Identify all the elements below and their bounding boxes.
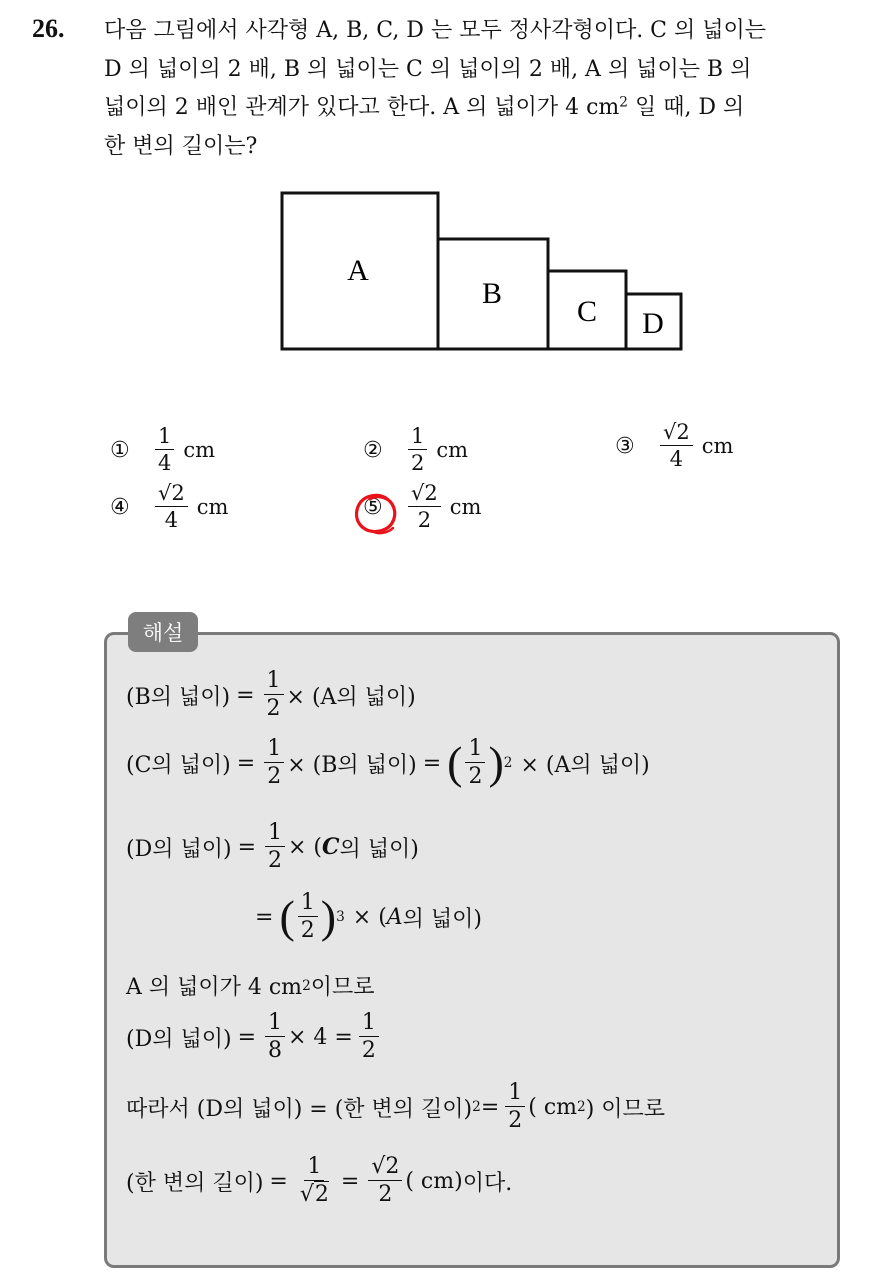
question-number: 26.: [32, 14, 65, 43]
choice-number: ①: [110, 437, 130, 463]
solution-line-4: = ( $\frac{1}{2}$ ) 3 × ( A 의 넓이): [255, 890, 483, 943]
choice-unit: cm: [436, 438, 469, 462]
solution-line-2: (C의 넓이) = $\frac{1}{2}$ × (B의 넓이) = ( $\frac{1}{2}$ ) 2 × (A의 넓이): [126, 736, 650, 789]
label-d: D: [642, 307, 664, 340]
choice-fraction: $\frac{√2}{2}$: [408, 483, 441, 531]
solution-tag: 해설: [128, 612, 198, 652]
solution-line-7: 따라서 (D의 넓이) = (한 변의 길이) 2 = $\frac{1}{2}$ ( cm 2 ) 이므로: [126, 1080, 666, 1133]
question-line-2: D 의 넓이의 2 배, B 의 넓이는 C 의 넓이의 2 배, A 의 넓이는 B 의: [104, 56, 752, 82]
label-a: A: [347, 254, 369, 287]
squares-figure: [280, 190, 690, 355]
choice-1[interactable]: [110, 426, 215, 474]
choice-3[interactable]: [615, 422, 733, 470]
choice-fraction: $\frac{√2}{4}$: [155, 483, 188, 531]
choice-unit: cm: [196, 495, 229, 519]
question-line-4: 한 변의 길이는?: [104, 133, 258, 159]
choice-2[interactable]: [363, 426, 468, 474]
question-line-1: 다음 그림에서 사각형 A, B, C, D 는 모두 정사각형이다. C 의 넓이는: [104, 18, 767, 43]
choice-unit: cm: [701, 434, 734, 458]
choice-unit: cm: [449, 495, 482, 519]
choice-number: ⑤: [363, 494, 383, 520]
choice-fraction: $\frac{1}{4}$: [155, 426, 174, 474]
label-c: C: [576, 295, 598, 328]
choice-number: ②: [363, 437, 383, 463]
question-text: [104, 12, 864, 166]
solution-line-3: (D의 넓이) = $\frac{1}{2}$ × ( C 의 넓이): [126, 820, 419, 873]
solution-line-8: (한 변의 길이) = $\frac{1}{√2}$ = $\frac{√2}{2}$ ( cm) 이다.: [126, 1154, 513, 1207]
question-line-3: 넓이의 2 배인 관계가 있다고 한다. A 의 넓이가 4 $cm^2$ 일 때, D 의: [104, 94, 745, 120]
solution-line-1: (B의 넓이) = $\frac{1}{2}$ × (A의 넓이): [126, 668, 416, 721]
solution-line-5: A 의 넓이가 4 cm 2 이므로: [126, 975, 375, 1000]
choice-number: ③: [615, 433, 635, 459]
choice-fraction: $\frac{√2}{4}$: [660, 422, 693, 470]
choice-number: ④: [110, 494, 130, 520]
choice-unit: cm: [183, 438, 216, 462]
solution-line-6: (D의 넓이) = $\frac{1}{8}$ × 4 = $\frac{1}{2}$: [126, 1012, 382, 1062]
answer-mark-circle-icon: [352, 490, 402, 538]
label-b: B: [481, 277, 503, 310]
choice-fraction: $\frac{1}{2}$: [408, 426, 427, 474]
choice-4[interactable]: [110, 483, 228, 531]
